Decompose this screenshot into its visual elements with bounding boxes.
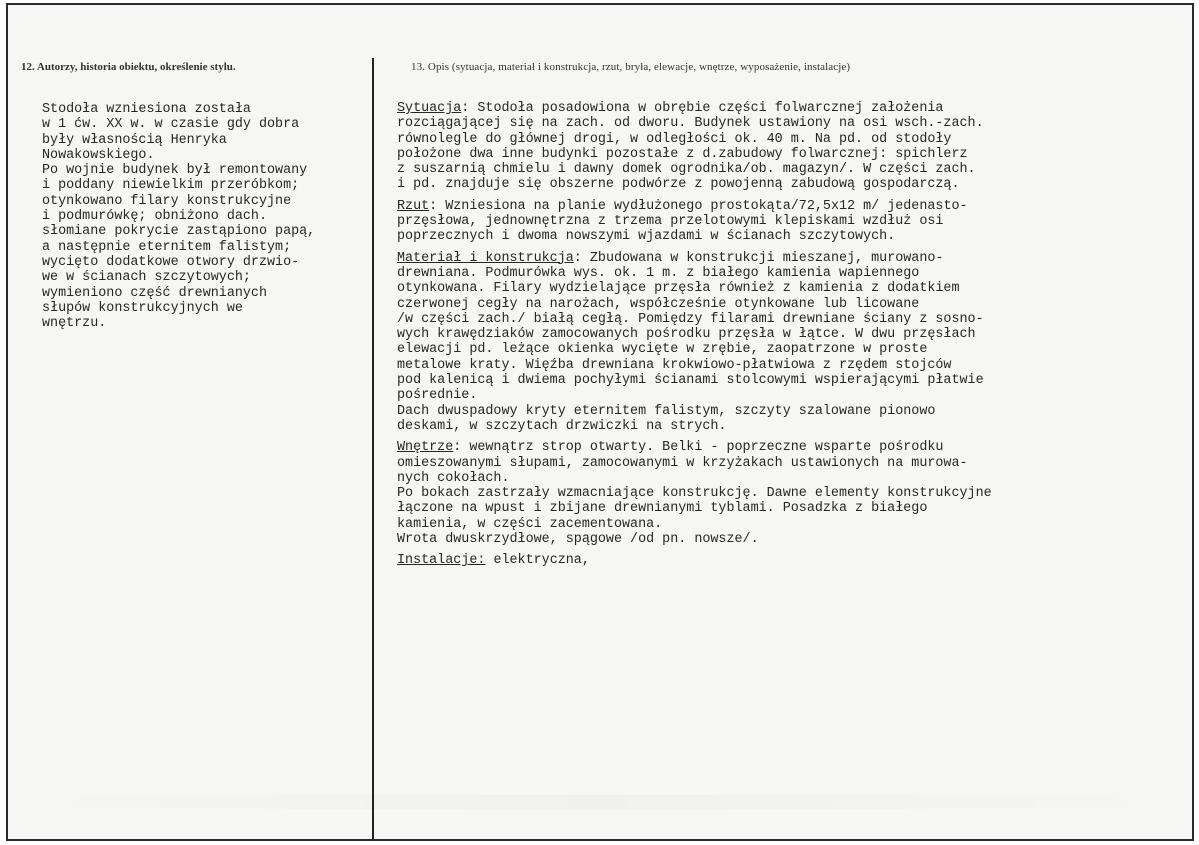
history-line: słupów konstrukcyjnych we <box>42 300 243 316</box>
material-line: /w części zach./ białą cegłą. Pomiędzy filarami drewniane ściany z sosno- <box>397 311 984 327</box>
material-line: deskami, w szczytach drzwiczki na strych. <box>397 418 727 434</box>
sytuacja-first-line <box>397 101 1167 116</box>
material-line: metalowe kraty. Więźba drewniana krokwiowo-płatwiowa z rzędem stojców <box>397 357 952 373</box>
material-line: pod kalenicą i dwiema pochyłymi ścianami stolcowymi wspierającymi płatwie <box>397 373 984 389</box>
material-line: pośrednie. <box>397 388 478 404</box>
history-line: a następnie eternitem falistym; <box>42 239 292 255</box>
history-line: wnętrzu. <box>42 316 107 332</box>
sytuacja-label: Sytuacja <box>397 101 462 116</box>
rzut-text: : Wzniesiona na planie wydłużonego prostokąta/72,5x12 m/ jedenasto- <box>429 198 968 214</box>
history-line: wymieniono część drewnianych <box>42 285 267 301</box>
wnetrze-line: nych cokołach. <box>397 470 510 486</box>
faint-bleed-through <box>8 795 1188 809</box>
section-12-heading: 12. Autorzy, historia obiektu, określenie stylu. <box>21 61 236 73</box>
material-line: otynkowana. Filary wydzielające przęsła również z kamienia z dodatkiem <box>397 281 960 297</box>
material-section <box>397 251 1167 435</box>
instalacje-text: elektryczna, <box>485 553 590 569</box>
history-line: w 1 ćw. XX w. w czasie gdy dobra <box>42 117 300 133</box>
instalacje-label: Instalacje: <box>397 553 486 569</box>
material-line: elewacji pd. leżące okienka wycięte w zrębie, zaopatrzone w proste <box>397 342 928 358</box>
wnetrze-section <box>397 440 1167 547</box>
wnetrze-label: Wnętrze <box>397 440 454 456</box>
wnetrze-line: kamienia, w części zacementowana. <box>397 516 663 532</box>
wnetrze-line: omieszowanymi słupami, zamocowanymi w krzyżakach ustawionych na murowa- <box>397 455 968 471</box>
history-line: otynkowano filary konstrukcyjne <box>42 193 292 209</box>
sytuacja-line: z suszarnią chmielu i dawny domek ogrodnika/ob. magazyn/. W części zach. <box>397 162 976 178</box>
wnetrze-line: łączone na wpust i zbijane drewnianymi tyblami. Posadzka z białego <box>397 501 928 517</box>
wnetrze-line: Wrota dwuskrzydłowe, spągowe /od pn. nowsze/. <box>397 532 759 548</box>
history-text <box>42 102 374 331</box>
rzut-line: poprzecznych i dwoma nowszymi wjazdami w ścianach szczytowych. <box>397 229 896 245</box>
description-text <box>397 101 1167 575</box>
sytuacja-text: : Stodoła posadowiona w obrębie części folwarcznej założenia <box>461 101 944 116</box>
sytuacja-section <box>397 101 1167 193</box>
rzut-section <box>397 199 1167 245</box>
wnetrze-text: : wewnątrz strop otwarty. Belki - poprzeczne wsparte pośrodku <box>453 440 944 456</box>
sytuacja-line: rozciągającej się na zach. od dworu. Budynek ustawiony na osi wsch.-zach. <box>397 116 984 132</box>
material-text: : Zbudowana w konstrukcji mieszanej, murowano- <box>573 250 944 266</box>
history-line: Stodoła wzniesiona została <box>42 102 251 117</box>
history-line: były własnością Henryka <box>42 132 227 148</box>
history-line: Po wojnie budynek był remontowany <box>42 163 308 179</box>
history-line: Nowakowskiego. <box>42 147 155 163</box>
instalacje-first-line <box>397 553 1167 568</box>
rzut-first-line <box>397 199 1167 214</box>
history-line: wycięto dodatkowe otwory drzwio- <box>42 254 300 270</box>
history-line: i poddany niewielkim przeróbkom; <box>42 178 300 194</box>
material-line: czerwonej cegły na narożach, współcześnie otynkowane lub licowane <box>397 296 920 312</box>
wnetrze-line: Po bokach zastrzały wzmacniające konstrukcję. Dawne elementy konstrukcyjne <box>397 486 992 502</box>
history-line: we w ścianach szczytowych; <box>42 270 251 286</box>
material-line: drewniana. Podmurówka wys. ok. 1 m. z białego kamienia wapiennego <box>397 265 920 281</box>
sytuacja-line: równolegle do głównej drogi, w odległości ok. 40 m. Na pd. od stodoły <box>397 131 952 147</box>
section-13-heading: 13. Opis (sytuacja, materiał i konstrukcja, rzut, bryła, elewacje, wnętrze, wyposażenie, instalacje) <box>411 61 851 73</box>
instalacje-section <box>397 553 1167 568</box>
sytuacja-line: położone dwa inne budynki pozostałe z d.zabudowy folwarcznej: spichlerz <box>397 146 968 162</box>
rzut-label: Rzut <box>397 198 430 214</box>
wnetrze-first-line <box>397 440 1167 455</box>
rzut-line: przęsłowa, jednownętrzna z trzema przelotowymi klepiskami wzdłuż osi <box>397 214 944 230</box>
material-label: Materiał i konstrukcja <box>397 250 574 266</box>
material-first-line <box>397 251 1167 266</box>
history-line: słomiane pokrycie zastąpiono papą, <box>42 224 316 240</box>
history-line: i podmurówkę; obniżono dach. <box>42 209 267 225</box>
material-line: wych krawędziaków zamocowanych pośrodku przęsła w łątce. W dwu przęsłach <box>397 327 976 343</box>
sytuacja-line: i pd. znajduje się obszerne podwórze z powojenną zabudową gospodarczą. <box>397 177 960 193</box>
material-line: Dach dwuspadowy kryty eternitem falistym, szczyty szalowane pionowo <box>397 403 936 419</box>
